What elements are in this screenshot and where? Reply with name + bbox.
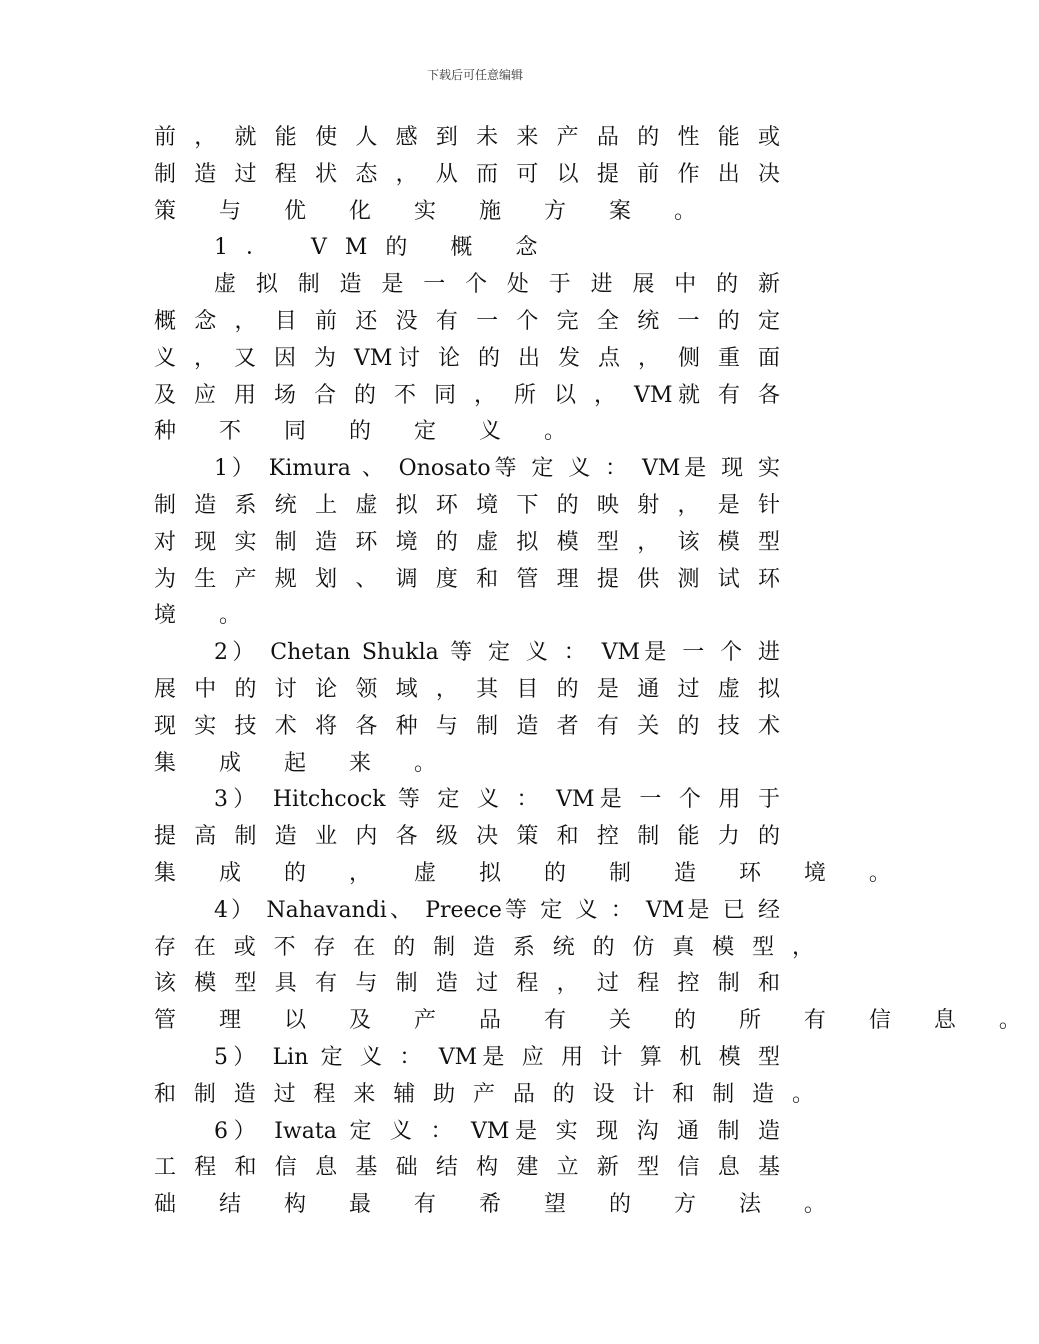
text-line: 集 成 的 ， 虚 拟 的 制 造 环 境 。 <box>154 860 909 886</box>
text-line: 虚 拟 制 造 是 一 个 处 于 进 展 中 的 新 <box>214 272 780 298</box>
text-line: 制 造 过 程 状 态 ， 从 而 可 以 提 前 作 出 决 <box>154 161 780 187</box>
text-line: 工 程 和 信 息 基 础 结 构 建 立 新 型 信 息 基 <box>154 1155 780 1181</box>
text-line: 6） Iwata 定 义 ： VM是 实 现 沟 通 制 造 <box>214 1118 780 1144</box>
text-line: 3） Hitchcock 等 定 义 ： VM是 一 个 用 于 <box>214 787 780 813</box>
text-line: 4） Nahavandi、 Preece等 定 义 ： VM是 已 经 <box>214 897 780 923</box>
text-line: 制 造 系 统 上 虚 拟 环 境 下 的 映 射 ， 是 针 <box>154 492 780 518</box>
text-line: 境 。 <box>154 603 259 629</box>
text-line: 该 模 型 具 有 与 制 造 过 程 ， 过 程 控 制 和 <box>154 971 780 997</box>
text-line: 础 结 构 最 有 希 望 的 方 法 。 <box>154 1192 844 1218</box>
text-line: 管 理 以 及 产 品 有 关 的 所 有 信 息 。 <box>154 1008 1039 1034</box>
document-body <box>154 120 1039 1224</box>
text-line: 及 应 用 场 合 的 不 同 ， 所 以 ， VM就 有 各 <box>154 382 780 408</box>
text-line: 展 中 的 讨 论 领 域 ， 其 目 的 是 通 过 虚 拟 <box>154 676 780 702</box>
text-line: 前 ， 就 能 使 人 感 到 未 来 产 品 的 性 能 或 <box>154 125 780 150</box>
text-line: 1） Kimura 、 Onosato等 定 义 ： VM是 现 实 <box>214 456 780 482</box>
text-line: 5） Lin 定 义 ： VM是 应 用 计 算 机 模 型 <box>214 1044 780 1070</box>
text-line: 对 现 实 制 造 环 境 的 虚 拟 模 型 ， 该 模 型 <box>154 529 780 555</box>
text-line: 集 成 起 来 。 <box>154 750 454 776</box>
text-line: 2） Chetan Shukla 等 定 义 ： VM是 一 个 进 <box>214 640 780 666</box>
text-line: 策 与 优 化 实 施 方 案 。 <box>154 198 714 224</box>
text-line: 和 制 造 过 程 来 辅 助 产 品 的 设 计 和 制 造 。 <box>154 1081 814 1107</box>
text-line: 提 高 制 造 业 内 各 级 决 策 和 控 制 能 力 的 <box>154 824 780 850</box>
text-line: 种 不 同 的 定 义 。 <box>154 419 584 445</box>
text-line: 为 生 产 规 划 、 调 度 和 管 理 提 供 测 试 环 <box>154 566 780 592</box>
text-line: 义 ， 又 因 为 VM讨 论 的 出 发 点 ， 侧 重 面 <box>154 345 780 371</box>
text-line: 现 实 技 术 将 各 种 与 制 造 者 有 关 的 技 术 <box>154 713 780 739</box>
text-line: 存 在 或 不 存 在 的 制 造 系 统 的 仿 真 模 型 ， <box>154 934 814 960</box>
page-header: 下载后可任意编辑 <box>426 68 523 82</box>
text-line: 1． VM的 概 念 <box>214 235 556 261</box>
text-line: 概 念 ， 目 前 还 没 有 一 个 完 全 统 一 的 定 <box>154 308 780 334</box>
